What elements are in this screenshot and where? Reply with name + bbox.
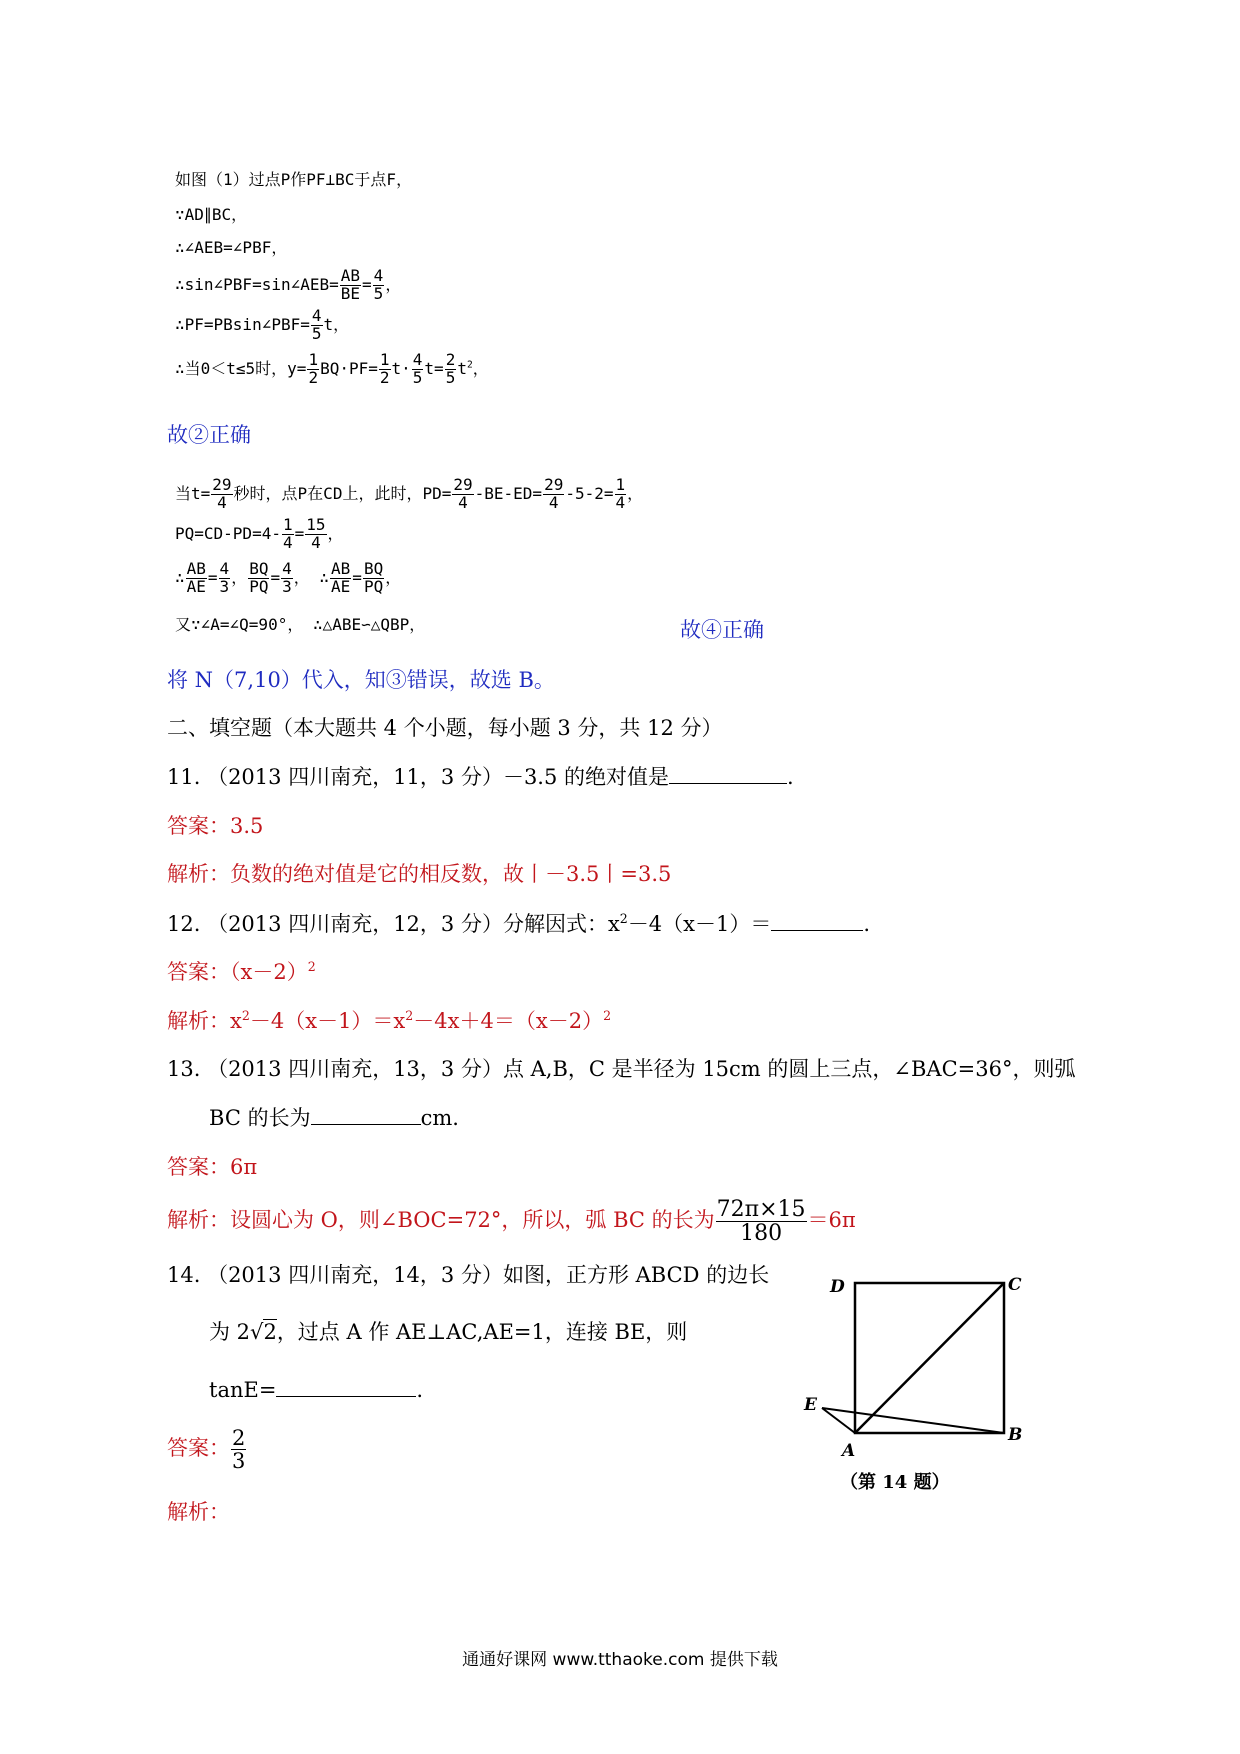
solution-line: ∴ $\frac{AB}{AE}$ = $\frac{4}{3}$ ， $\frac{BQ}{PQ}$ = $\frac{4}{3}$ ， ∴ $\frac{AB}{AE}$ = $\frac{BQ}{PQ}$ ，	[175, 559, 402, 596]
question-12: 12. （2013 四川南充，12，3 分）分解因式：$x^2-4(x-1)=$ .	[167, 911, 871, 936]
analysis-11: 解析：负数的绝对值是它的相反数，故丨－3.5丨=3.5	[167, 862, 672, 886]
answer-14: 答案： $\frac{2}{3}$	[167, 1426, 246, 1474]
answer-12: 答案：$(x-2)^2$	[167, 959, 316, 984]
question-13-cont: BC 的长为 cm.	[209, 1106, 459, 1130]
question-14-cont: 为 2√2，过点 A 作 AE⊥AC,AE=1，连接 BE，则	[209, 1320, 688, 1344]
answer-blank	[311, 1124, 421, 1125]
final-note: 将 N（7,10）代入，知③错误，故选 B。	[167, 668, 555, 692]
question-14: 14. （2013 四川南充，14，3 分）如图，正方形 ABCD 的边长	[167, 1263, 770, 1287]
section-header: 二、填空题（本大题共 4 个小题，每小题 3 分，共 12 分）	[167, 716, 723, 740]
label-d: D	[830, 1277, 845, 1297]
solution-line: 又∵∠A=∠Q=90°， ∴△ABE∽△QBP，	[175, 615, 426, 634]
solution-line: ∴PF=PBsin∠PBF= $\frac{4}{5}$ t，	[175, 306, 350, 343]
answer-blank	[276, 1396, 416, 1397]
question-11: 11. （2013 四川南充，11，3 分）－3.5 的绝对值是 .	[167, 765, 794, 789]
analysis-13: 解析：设圆心为 O，则∠BOC=72°，所以，弧 BC 的长为 $\frac{72\pi\times 15}{180}$ ＝6π	[167, 1197, 856, 1247]
conclusion-2: 故②正确	[167, 423, 251, 447]
label-a: A	[842, 1441, 856, 1461]
label-e: E	[804, 1395, 817, 1415]
solution-line: ∵AD∥BC，	[175, 205, 248, 224]
sqrt-symbol: √	[250, 1320, 264, 1344]
conclusion-4: 故④正确	[680, 618, 764, 642]
label-c: C	[1008, 1275, 1022, 1295]
solution-line: 当t= $\frac{29}{4}$ 秒时，点P在CD上，此时，PD= $\frac{29}{4}$ -BE-ED= $\frac{29}{4}$ -5-2= $\frac{1}{4}$ ，	[175, 475, 644, 512]
answer-blank	[771, 930, 863, 931]
label-b: B	[1008, 1425, 1023, 1445]
square-diagram	[800, 1268, 1040, 1498]
solution-line: PQ=CD-PD=4- $\frac{1}{4}$ = $\frac{15}{4}$ ，	[175, 515, 344, 552]
answer-13: 答案：6π	[167, 1155, 258, 1179]
q14-figure	[800, 1268, 1040, 1498]
analysis-14: 解析：	[167, 1500, 230, 1524]
solution-line: 如图（1）过点P作PF⊥BC于点F，	[175, 170, 413, 189]
solution-line: ∴sin∠PBF=sin∠AEB= $\frac{AB}{BE}$ = $\frac{4}{5}$ ，	[175, 266, 402, 303]
question-14-cont: tanE= .	[209, 1378, 424, 1402]
answer-11: 答案：3.5	[167, 814, 264, 838]
answer-blank	[669, 783, 787, 784]
solution-line: ∴当0＜t≤5时，y= $\frac{1}{2}$ BQ·PF= $\frac{1}{2}$ t· $\frac{4}{5}$ t= $\frac{2}{5}$ $t^2$，	[175, 350, 489, 387]
diagonal-ac	[855, 1283, 1004, 1433]
page-footer: 通通好课网 www.tthaoke.com 提供下载	[462, 1650, 778, 1670]
solution-line: ∴∠AEB=∠PBF，	[175, 238, 288, 257]
question-13: 13. （2013 四川南充，13，3 分）点 A,B，C 是半径为 15cm 的圆上三点，∠BAC=36°，则弧	[167, 1057, 1076, 1081]
figure-caption: （第 14 题）	[840, 1472, 950, 1493]
analysis-12: 解析：$x^2-4(x-1)=x^2-4x+4=(x-2)^2$	[167, 1008, 612, 1033]
